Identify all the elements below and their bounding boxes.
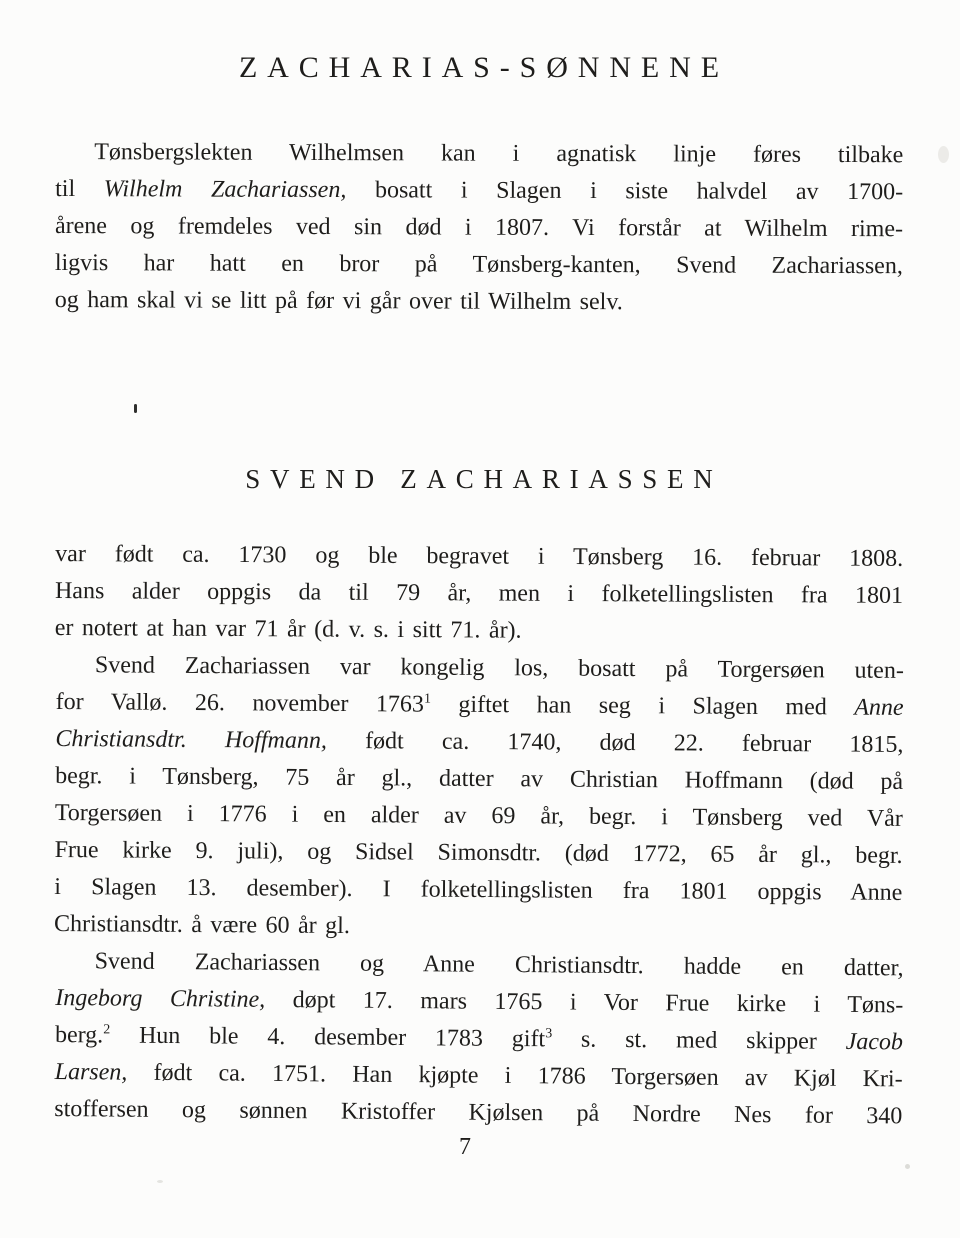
text-line [55, 536, 903, 578]
text-run: født ca. 1751. Han kjøpte i 1786 Torgersøen av Kjøl Kri- [127, 1059, 903, 1093]
text-run: Hans alder oppgis da til 79 år, men i folketellingslisten fra 1801 [54, 578, 904, 609]
text-run: Christiansdtr. å være 60 år gl. [54, 910, 350, 940]
text-run: ligvis har hatt en bror på Tønsberg-kanten, Svend Zachariassen, [54, 249, 903, 280]
text-run: stoffersen og sønnen Kristoffer Kjølsen på Nordre Nes for 340 [54, 1095, 903, 1130]
text-line [56, 684, 904, 727]
scan-speck [905, 1164, 910, 1169]
text-line [56, 647, 904, 690]
text-run: bosatt i Slagen i siste halvdel av 1700- [346, 177, 904, 206]
italic-name-run: Wilhelm Zachariassen, [103, 176, 347, 204]
footnote-reference: 2 [103, 1022, 111, 1038]
text-run: Svend Zachariassen og Anne Christiansdtr. hadde en datter, [94, 948, 904, 982]
text-run: Svend Zachariassen var kongelig los, bosatt på Torgersøen uten- [94, 652, 904, 684]
italic-name-run: Larsen, [54, 1058, 128, 1086]
text-line [55, 758, 903, 801]
paragraph-marriage-details [54, 647, 904, 949]
text-line [54, 869, 902, 912]
text-run: født ca. 1740, død 22. februar 1815, [326, 727, 904, 758]
text-line [55, 610, 903, 652]
scan-speck [157, 1180, 163, 1183]
scan-speck [938, 146, 949, 163]
page-title: ZACHARIAS-SØNNENE [238, 51, 729, 84]
text-line [55, 721, 903, 764]
italic-name-run: Anne [854, 694, 904, 721]
text-line [55, 134, 903, 174]
text-line [55, 282, 903, 322]
text-line [55, 171, 903, 211]
italic-name-run: Christiansdtr. Hoffmann, [55, 726, 328, 754]
text-line [55, 245, 903, 285]
text-run: s. st. med skipper [552, 1026, 846, 1055]
page-number: 7 [459, 1134, 471, 1160]
text-run: Tønsbergslekten Wilhelmsen kan i agnatisk linje føres tilbake [94, 139, 904, 169]
text-run: var født ca. 1730 og ble begravet i Tønsberg 16. februar 1808. [55, 541, 904, 572]
text-run: og ham skal vi se litt på før vi går over til Wilhelm selv. [54, 286, 623, 316]
text-run: årene og fremdeles ved sin død i 1807. Vi forstår at Wilhelm rime- [54, 213, 904, 243]
text-run: Frue kirke 9. juli), og Sidsel Simonsdtr. (død 1772, 65 år gl., begr. [54, 836, 903, 869]
text-run: i Slagen 13. desember). I folketellingslisten fra 1801 oppgis Anne [54, 873, 903, 906]
text-run: Hun ble 4. desember 1783 gift [110, 1022, 546, 1053]
text-run: til [55, 176, 104, 203]
paragraph-daughter-details [54, 943, 904, 1135]
text-run: Torgersøen i 1776 i en alder av 69 år, begr. i Tønsberg ved Vår [54, 799, 903, 832]
text-line [54, 906, 902, 949]
paragraph-intro [55, 134, 904, 322]
scan-speck [134, 404, 137, 413]
text-line [55, 795, 903, 838]
text-run: for Vallø. 26. november 1763 [55, 689, 425, 718]
text-run: begr. i Tønsberg, 75 år gl., datter av Christian Hoffmann (død på [55, 763, 904, 795]
text-line [55, 208, 903, 248]
paragraph-birth-details [55, 536, 904, 652]
page-footer [41, 1129, 889, 1166]
italic-name-run: Ingeborg Christine, [55, 985, 266, 1013]
section-heading: SVEND ZACHARIASSEN [245, 464, 723, 494]
footnote-reference: 1 [423, 691, 432, 707]
text-run: er notert at han var 71 år (d. v. s. i sitt 71. år). [54, 614, 522, 644]
italic-name-run: Jacob [845, 1028, 904, 1056]
text-line [54, 832, 902, 875]
text-run: giftet han seg i Slagen med [430, 691, 855, 721]
text-run: døpt 17. mars 1765 i Vor Frue kirke i Tøns- [265, 986, 904, 1019]
footnote-reference: 3 [545, 1026, 553, 1042]
text-line [55, 573, 903, 615]
text-run: berg. [54, 1022, 104, 1049]
